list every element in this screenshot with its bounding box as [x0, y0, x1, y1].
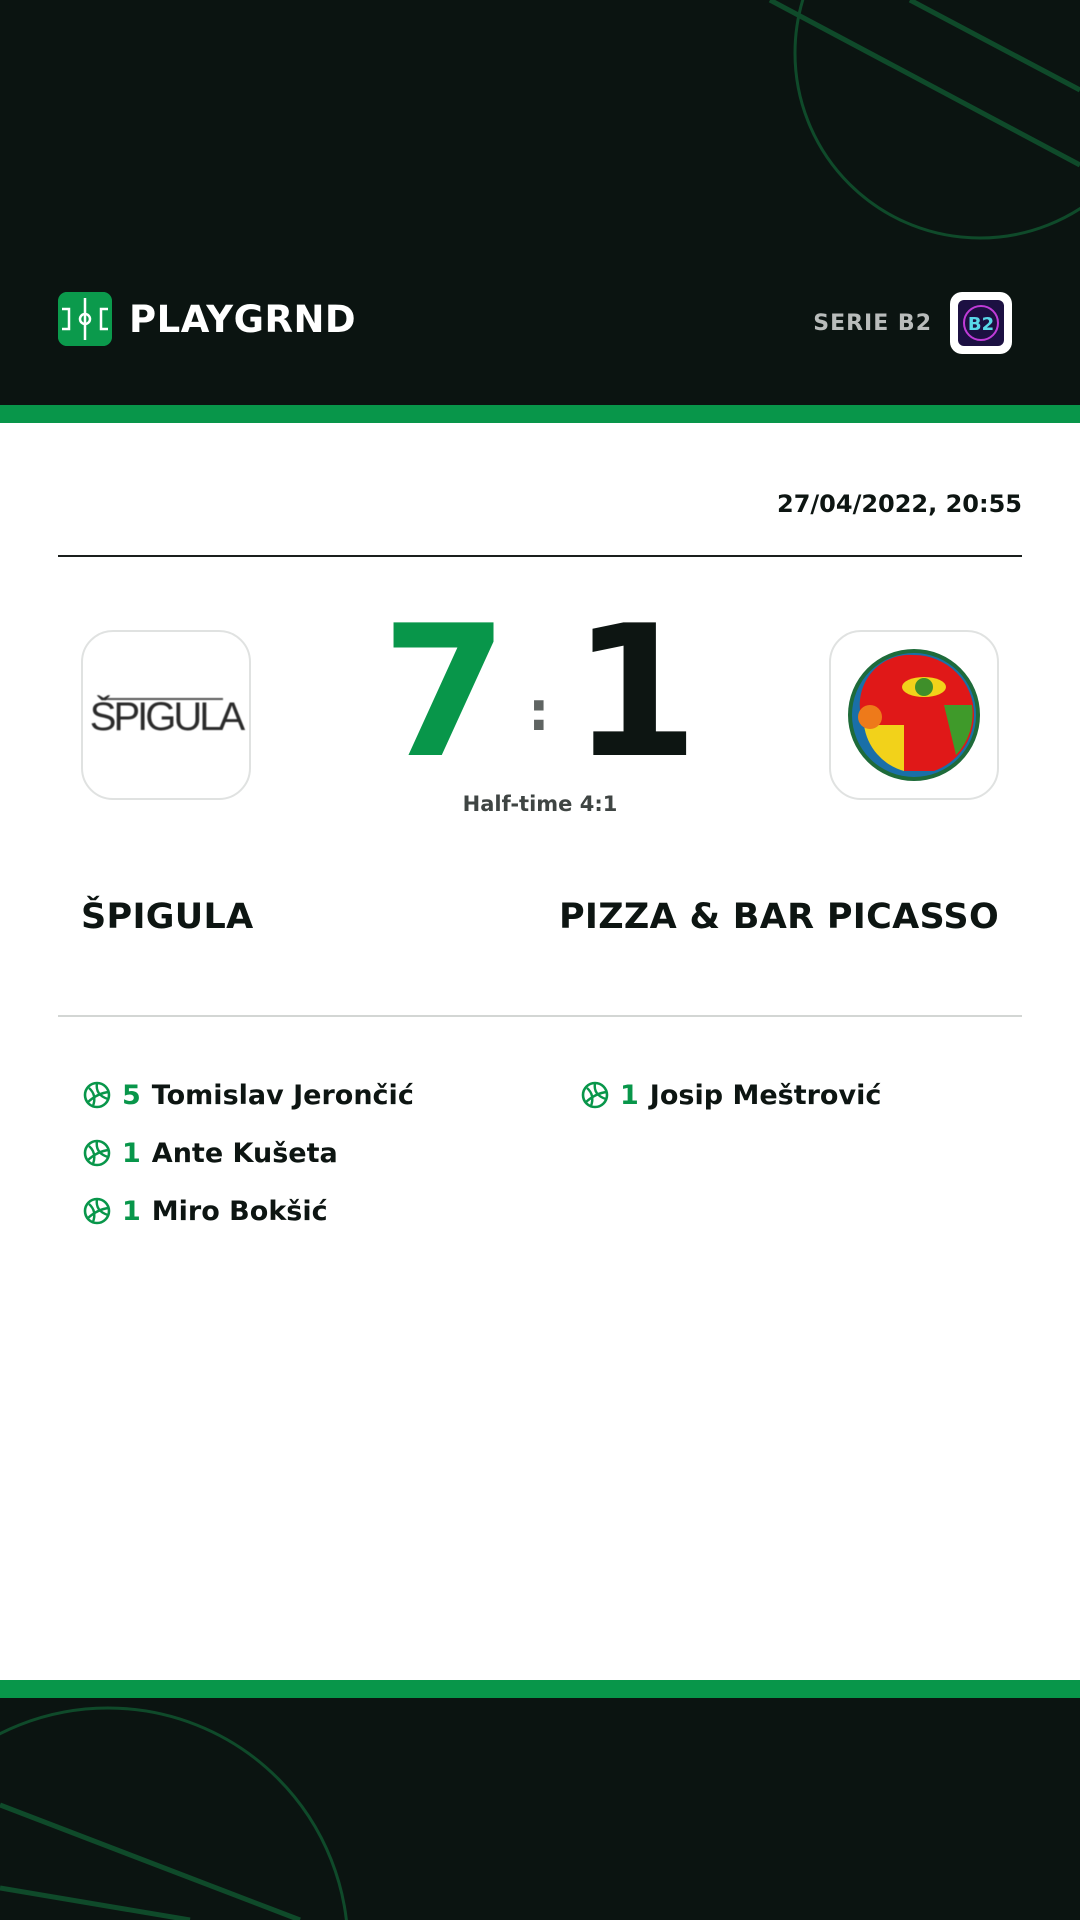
goals-count: 1 — [122, 1195, 141, 1227]
header — [0, 0, 1080, 405]
away-scorers-list — [580, 1066, 881, 1124]
footer — [0, 1698, 1080, 1920]
goals-count: 1 — [122, 1137, 141, 1169]
home-score: 7 — [381, 586, 508, 798]
footer-accent-bar — [0, 1680, 1080, 1698]
goals-count: 5 — [122, 1079, 141, 1111]
away-team-name[interactable]: PIZZA & BAR PICASSO — [558, 897, 999, 937]
ball-icon — [82, 1138, 112, 1168]
divider — [58, 1015, 1022, 1017]
pitch-lines-decoration — [0, 1698, 1080, 1920]
halftime-score: Half-time 4:1 — [462, 792, 618, 816]
player-name[interactable]: Ante Kušeta — [151, 1137, 338, 1169]
brand — [58, 292, 356, 346]
league-logo — [950, 292, 1012, 354]
away-score: 1 — [572, 586, 699, 798]
league-logo-text: B2 — [967, 314, 995, 335]
divider — [58, 555, 1022, 557]
goals-count: 1 — [620, 1079, 639, 1111]
brand-name: PLAYGRND — [129, 297, 357, 341]
scorer-row — [82, 1124, 414, 1182]
scorer-row — [82, 1182, 414, 1240]
league-logo-icon — [958, 300, 1004, 346]
ball-icon — [580, 1080, 610, 1110]
header-accent-bar — [0, 405, 1080, 423]
picasso-logo-icon — [844, 645, 984, 785]
scorer-row — [580, 1066, 881, 1124]
home-logo-text: ŠPIGULA — [89, 694, 243, 739]
home-scorers-list — [82, 1066, 414, 1240]
player-name[interactable]: Josip Meštrović — [649, 1079, 882, 1111]
away-team-logo[interactable] — [829, 630, 999, 800]
scorer-row — [82, 1066, 414, 1124]
player-name[interactable]: Tomislav Jerončić — [151, 1079, 414, 1111]
match-datetime: 27/04/2022, 20:55 — [777, 490, 1022, 518]
ball-icon — [82, 1196, 112, 1226]
league[interactable] — [813, 292, 1012, 354]
score-separator: : — [528, 680, 550, 743]
league-name: SERIE B2 — [813, 310, 932, 336]
pitch-icon — [58, 292, 112, 346]
ball-icon — [82, 1080, 112, 1110]
home-team-name[interactable]: ŠPIGULA — [81, 897, 254, 937]
player-name[interactable]: Miro Bokšić — [151, 1195, 328, 1227]
